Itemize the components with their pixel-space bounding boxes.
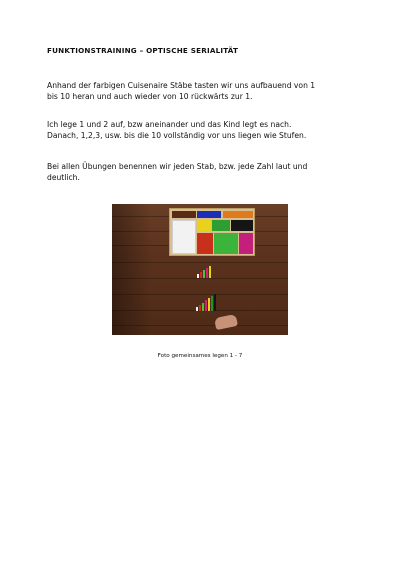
- paragraph-procedure: [47, 119, 365, 141]
- rod-tray: [169, 208, 255, 256]
- paragraph-line: Danach, 1,2,3, usw. bis die 10 vollständig vor uns liegen wie Stufen.: [47, 131, 307, 140]
- cuisenaire-rods-photo: [112, 204, 288, 335]
- document-title: FUNKTIONSTRAINING – OPTISCHE SERIALITÄT: [47, 46, 239, 55]
- paragraph-line: deutlich.: [47, 173, 80, 182]
- paragraph-line: Anhand der farbigen Cuisenaire Stäbe tasten wir uns aufbauend von 1: [47, 81, 316, 90]
- paragraph-intro: [47, 80, 365, 102]
- paragraph-line: bis 10 heran und auch wieder von 10 rückwärts zur 1.: [47, 92, 253, 101]
- paragraph-line: Bei allen Übungen benennen wir jeden Stab, bzw. jede Zahl laut und: [47, 162, 308, 171]
- photo-caption: Foto gemeinsames legen 1 - 7: [157, 353, 243, 359]
- paragraph-naming: [47, 161, 365, 183]
- paragraph-line: Ich lege 1 und 2 auf, bzw aneinander und das Kind legt es nach.: [47, 120, 292, 129]
- child-hand: [214, 314, 238, 330]
